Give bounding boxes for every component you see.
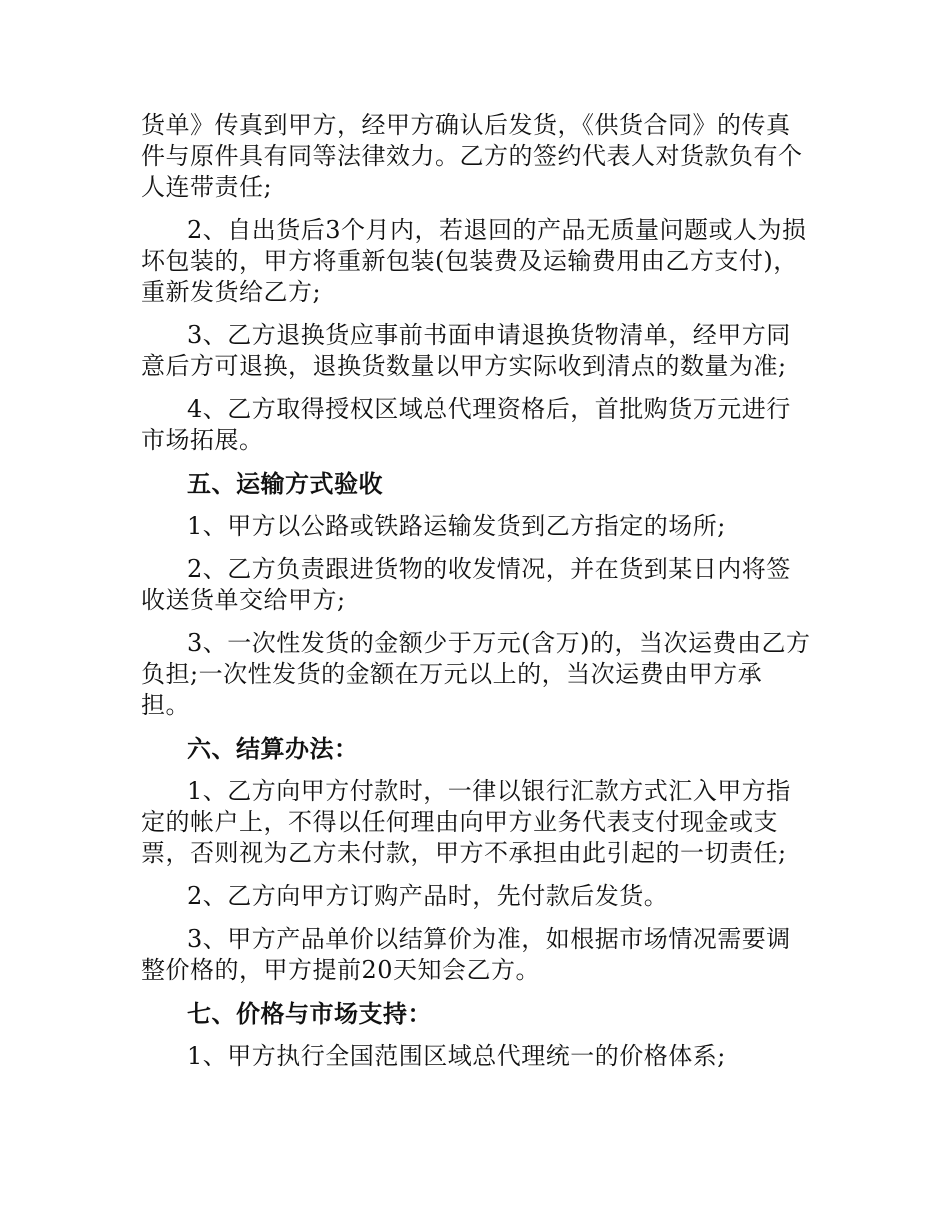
paragraph-transport-clause-3: 3、一次性发货的金额少于万元(含万)的，当次运费由乙方负担;一次性发货的金额在万元以上的，当次运费由甲方承担。 [141,629,811,719]
paragraph-settlement-clause-2: 2、乙方向甲方订购产品时，先付款后发货。 [187,882,669,910]
paragraph-settlement-clause-3: 3、甲方产品单价以结算价为准，如根据市场情况需要调整价格的，甲方提前20天知会乙方。 [141,925,791,984]
section-heading-pricing: 七、价格与市场支持： [187,999,432,1028]
paragraph-return-clause-4: 4、乙方取得授权区域总代理资格后，首批购货万元进行市场拓展。 [141,395,791,454]
paragraph-settlement-clause-1: 1、乙方向甲方付款时，一律以银行汇款方式汇入甲方指定的帐户上，不得以任何理由向甲方业务代表支付现金或支票，否则视为乙方未付款，甲方不承担由此引起的一切责任; [141,777,791,867]
paragraph-transport-clause-1: 1、甲方以公路或铁路运输发货到乙方指定的场所; [187,512,726,540]
paragraph-return-clause-2: 2、自出货后3个月内，若退回的产品无质量问题或人为损坏包装的，甲方将重新包装(包装费及运输费用由乙方支付)，重新发货给乙方; [141,216,807,306]
document-page [141,110,811,1084]
section-heading-transport: 五、运输方式验收 [187,469,383,498]
section-heading-settlement: 六、结算办法： [187,734,359,763]
paragraph-transport-clause-2: 2、乙方负责跟进货物的收发情况，并在货到某日内将签收送货单交给甲方; [141,555,791,614]
paragraph-pricing-clause-1: 1、甲方执行全国范围区域总代理统一的价格体系; [187,1042,726,1070]
paragraph-continued-fax-clause: 货单》传真到甲方，经甲方确认后发货，《供货合同》的传真件与原件具有同等法律效力。乙方的签约代表人对货款负有个人连带责任; [141,111,803,201]
paragraph-return-clause-3: 3、乙方退换货应事前书面申请退换货物清单，经甲方同意后方可退换，退换货数量以甲方实际收到清点的数量为准; [141,321,791,380]
